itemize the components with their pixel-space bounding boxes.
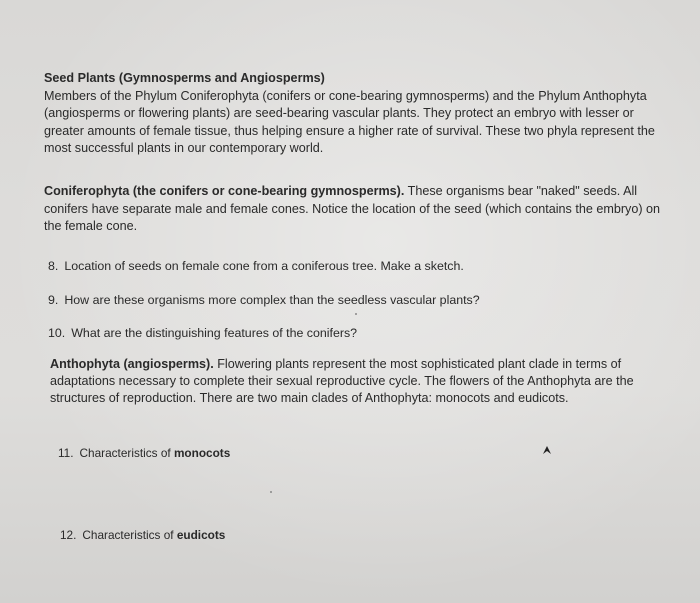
question-text: Characteristics of <box>79 446 174 460</box>
question-text: Location of seeds on female cone from a coniferous tree. Make a sketch. <box>64 259 464 273</box>
question-11 <box>58 445 230 461</box>
coniferophyta-section <box>44 183 672 236</box>
anthophyta-heading: Anthophyta (angiosperms). <box>50 357 214 371</box>
question-text: Characteristics of <box>82 528 177 542</box>
anthophyta-text: Flowering plants represent the most sophisticated plant clade in terms of adaptations necessary to complete their sexual reproductive cycle. The flowers of the Anthophyta are the structures of reproduction. There are two main clades of Anthophyta: monocots and eudicots. <box>50 357 634 405</box>
section-title: Seed Plants (Gymnosperms and Angiosperms) <box>44 71 325 85</box>
question-term: monocots <box>173 446 231 460</box>
coniferophyta-heading: Coniferophyta (the conifers or cone-bearing gymnosperms). <box>44 184 405 198</box>
question-number: 12. <box>60 528 77 542</box>
question-number: 8. <box>48 259 59 273</box>
question-text: How are these organisms more complex than the seedless vascular plants? <box>64 293 480 307</box>
question-number: 9. <box>48 293 59 307</box>
question-12 <box>60 527 225 543</box>
pen-mark-icon <box>270 491 272 493</box>
question-term: eudicots <box>176 528 226 542</box>
question-text: What are the distinguishing features of the conifers? <box>71 326 358 340</box>
anthophyta-section <box>50 356 672 407</box>
intro-paragraph: Members of the Phylum Coniferophyta (conifers or cone-bearing gymnosperms) and the Phylum Anthophyta (angiosperms or flowering plants) are seed-bearing vascular plants. They protect an embryo with lesser or greater amounts of female tissue, thus helping ensure a higher rate of survival. These two phyla represent the most successful plants in our contemporary world. <box>44 88 655 155</box>
pen-mark-icon <box>355 313 357 315</box>
coniferophyta-text: These organisms bear "naked" seeds. All conifers have separate male and female cones. Notice the location of the seed (which contains the embryo) on the female cone. <box>44 184 661 233</box>
question-number: 11. <box>58 446 74 460</box>
question-9 <box>48 292 480 308</box>
question-8 <box>48 258 464 274</box>
question-number: 10. <box>48 326 66 340</box>
question-10 <box>48 325 357 341</box>
intro-section <box>44 70 674 158</box>
cursor-arrow-icon <box>541 444 553 459</box>
